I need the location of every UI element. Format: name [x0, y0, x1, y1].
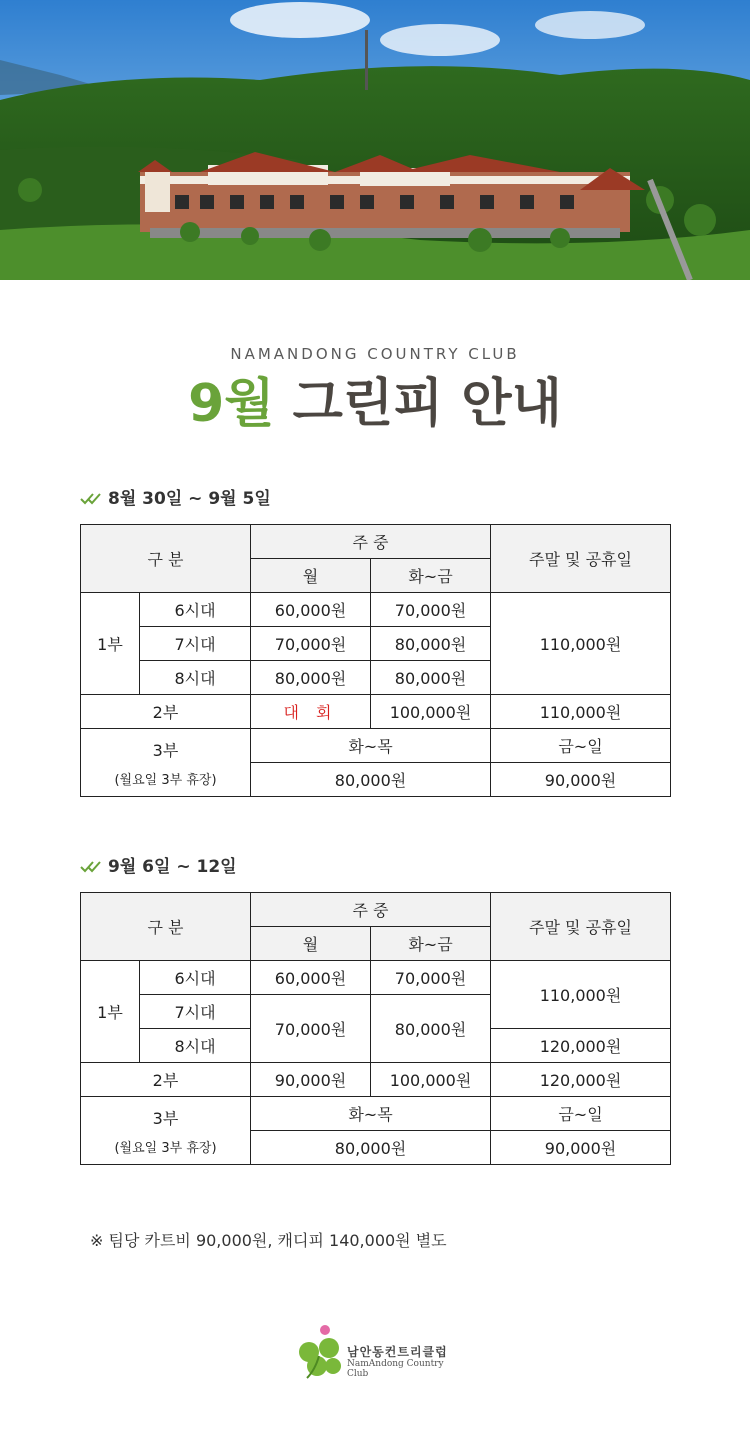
row-label-slot7: 7시대 [140, 627, 251, 661]
price-cell: 90,000원 [251, 1063, 371, 1097]
header-fri-sun: 금~일 [491, 1097, 671, 1131]
row-label-part1: 1부 [81, 961, 140, 1063]
price-cell: 70,000원 [251, 627, 371, 661]
part3-closed-note: (월요일 3부 휴장) [114, 1140, 217, 1156]
header-category: 구 분 [81, 525, 251, 593]
header-weekday: 주 중 [251, 525, 491, 559]
price-cell: 80,000원 [371, 627, 491, 661]
price-cell: 80,000원 [251, 1131, 491, 1165]
price-cell: 70,000원 [251, 995, 371, 1063]
title-text: 그린피 안내 [274, 374, 562, 434]
price-cell: 80,000원 [371, 661, 491, 695]
header-mon: 월 [251, 927, 371, 961]
header-fri-sun: 금~일 [491, 729, 671, 763]
price-cell: 110,000원 [491, 593, 671, 695]
clover-logo-icon [295, 1322, 345, 1382]
clubhouse-photo [0, 0, 750, 280]
row-label-slot7: 7시대 [140, 995, 251, 1029]
row-label-part3 [81, 1097, 251, 1165]
club-name-subtitle: NAMANDONG COUNTRY CLUB [230, 345, 520, 363]
header-category: 구 분 [81, 893, 251, 961]
tournament-cell: 대 회 [251, 695, 371, 729]
section-heading-2 [80, 855, 237, 879]
fee-table-1 [80, 524, 671, 797]
row-label-part1: 1부 [81, 593, 140, 695]
header-tue-fri: 화~금 [371, 559, 491, 593]
price-cell: 80,000원 [251, 763, 491, 797]
price-cell: 80,000원 [371, 995, 491, 1063]
part3-closed-note: (월요일 3부 휴장) [114, 772, 217, 788]
part3-label: 3부 [152, 1108, 179, 1128]
row-label-slot6: 6시대 [140, 961, 251, 995]
header-tue-thu: 화~목 [251, 729, 491, 763]
price-cell: 60,000원 [251, 961, 371, 995]
double-check-icon [80, 492, 102, 506]
club-logo [295, 1322, 465, 1382]
price-cell: 120,000원 [491, 1063, 671, 1097]
header-mon: 월 [251, 559, 371, 593]
price-cell: 80,000원 [251, 661, 371, 695]
price-cell: 70,000원 [371, 961, 491, 995]
section-heading-1-text: 8월 30일 ~ 9월 5일 [108, 489, 271, 509]
price-cell: 90,000원 [491, 763, 671, 797]
logo-english-text: NamAndong Country Club [347, 1359, 444, 1379]
header-weekend: 주말 및 공휴일 [491, 893, 671, 961]
fee-table-2 [80, 892, 671, 1165]
price-cell: 100,000원 [371, 695, 491, 729]
row-label-slot8: 8시대 [140, 1029, 251, 1063]
row-label-slot8: 8시대 [140, 661, 251, 695]
page-title [0, 368, 750, 440]
section-heading-2-text: 9월 6일 ~ 12일 [108, 857, 237, 877]
double-check-icon [80, 860, 102, 874]
price-cell: 100,000원 [371, 1063, 491, 1097]
logo-korean-text: 남안동컨트리클럽 [347, 1345, 448, 1359]
row-label-part2: 2부 [81, 1063, 251, 1097]
price-cell: 90,000원 [491, 1131, 671, 1165]
row-label-part3 [81, 729, 251, 797]
price-cell: 120,000원 [491, 1029, 671, 1063]
header-weekend: 주말 및 공휴일 [491, 525, 671, 593]
part3-label: 3부 [152, 740, 179, 760]
price-cell: 70,000원 [371, 593, 491, 627]
title-month: 9월 [188, 374, 275, 434]
header-tue-fri: 화~금 [371, 927, 491, 961]
header-weekday: 주 중 [251, 893, 491, 927]
cart-caddie-fee-note: ※ 팀당 카트비 90,000원, 캐디피 140,000원 별도 [90, 1231, 447, 1250]
header-tue-thu: 화~목 [251, 1097, 491, 1131]
price-cell: 110,000원 [491, 695, 671, 729]
row-label-part2: 2부 [81, 695, 251, 729]
row-label-slot6: 6시대 [140, 593, 251, 627]
price-cell: 60,000원 [251, 593, 371, 627]
section-heading-1 [80, 487, 271, 511]
price-cell: 110,000원 [491, 961, 671, 1029]
